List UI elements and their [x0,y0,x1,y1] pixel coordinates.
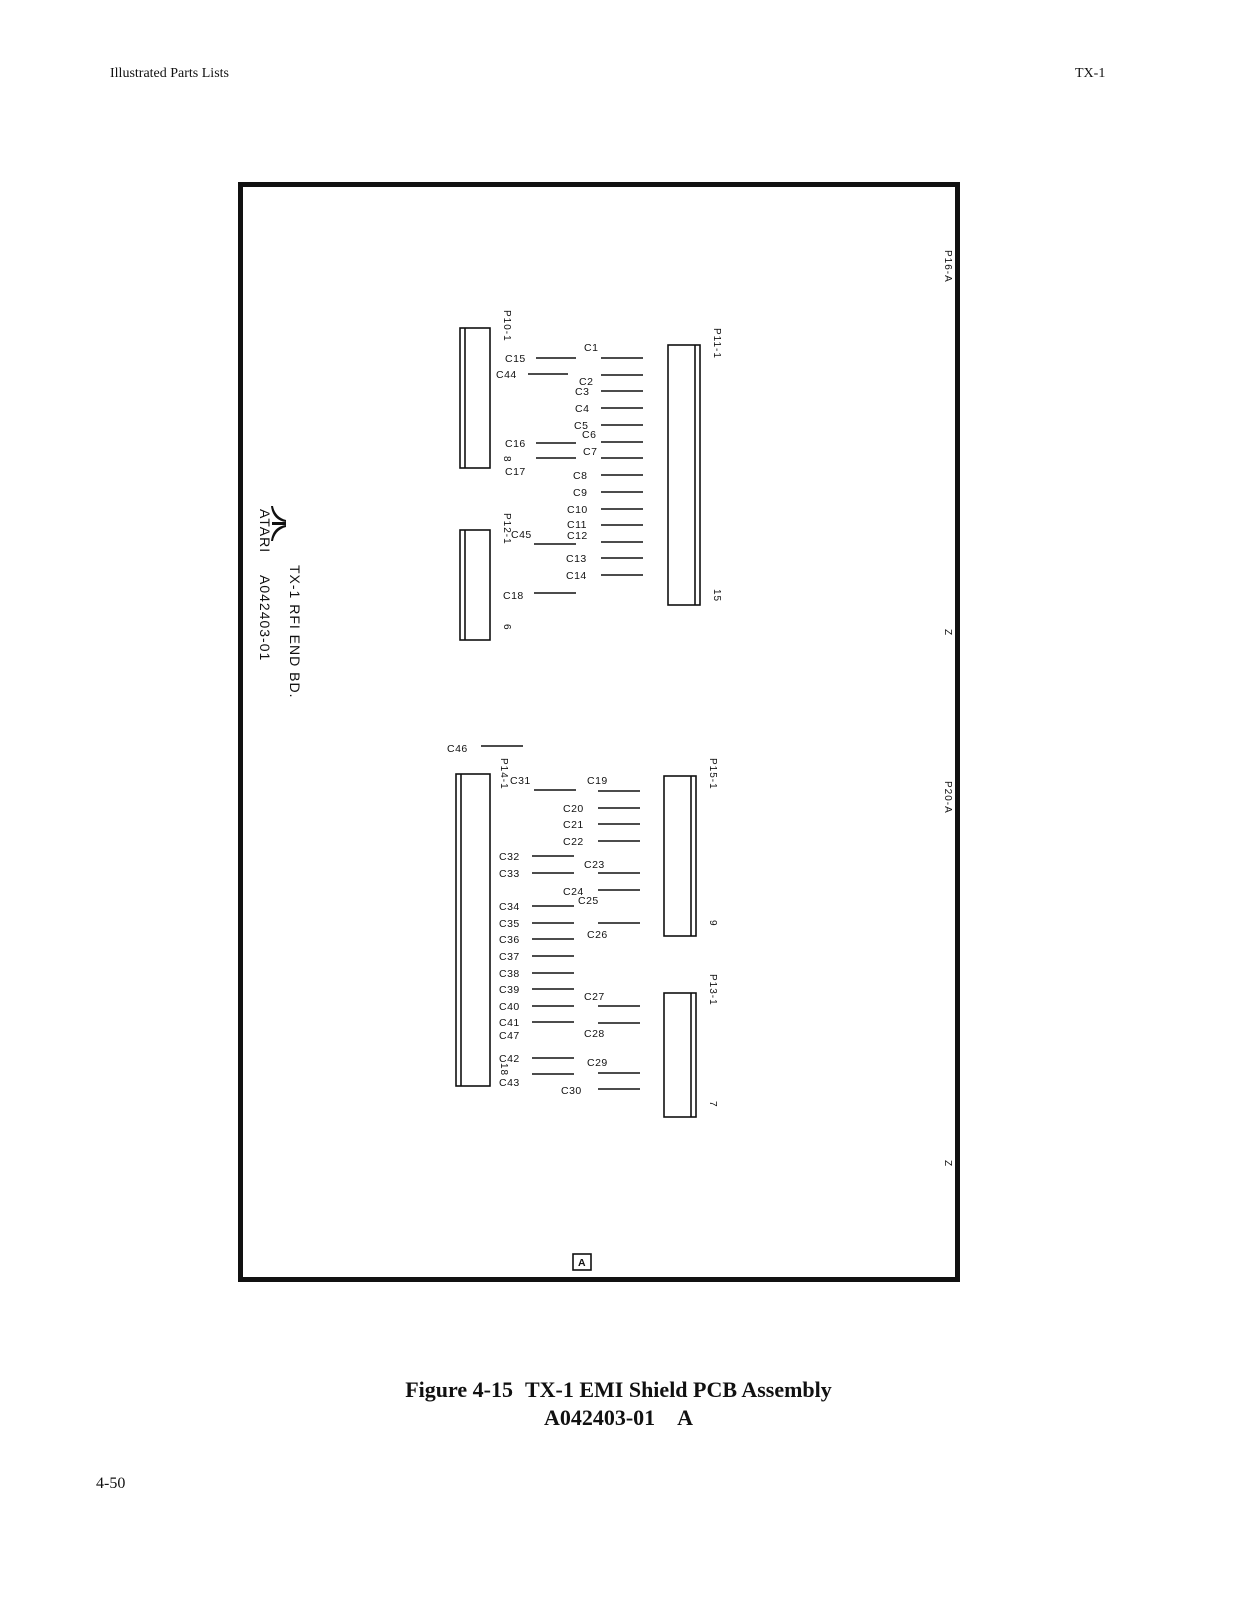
cap-label: C38 [499,968,520,980]
pin-number: 6 [501,624,512,631]
cap-label: C15 [505,353,526,365]
board-part-number: A042403-01 [257,575,273,662]
running-header-right: TX-1 [1075,66,1106,81]
cap-label: C24 [563,886,584,898]
cap-label: C37 [499,951,520,963]
cap-label: C20 [563,803,584,815]
edge-label: Z [942,1160,953,1168]
cap-label: C19 [587,775,608,787]
figure-revision: A [677,1405,694,1430]
pin-number: 7 [707,1101,718,1108]
cap-label: C47 [499,1030,520,1042]
figure-title: TX-1 EMI Shield PCB Assembly [524,1377,832,1402]
figure-caption [0,1376,1237,1432]
cap-label: C31 [510,775,531,787]
cap-label: C35 [499,918,520,930]
connector-p15 [664,776,696,936]
connector-ref: P12-1 [501,513,512,545]
cap-label: C10 [567,504,588,516]
connector-ref: P14-1 [498,758,509,790]
cap-label: C2 [579,376,594,388]
logo-wordmark: ATARI [257,509,273,554]
connector-p13 [664,993,696,1117]
pin-number: 9 [707,920,718,927]
cap-label: C3 [575,386,590,398]
cap-label: C9 [573,487,588,499]
cap-label: C32 [499,851,520,863]
cap-label: C12 [567,530,588,542]
cap-label: C40 [499,1001,520,1013]
pin-number: 15 [711,589,722,603]
connector-ref: P13-1 [707,974,718,1006]
caption-line-2 [0,1404,1237,1432]
pin-number: 8 [501,456,512,463]
cap-label: C25 [578,895,599,907]
cap-label: C41 [499,1017,520,1029]
connector-p14 [456,774,490,1086]
cap-label: C7 [583,446,598,458]
pin-number: 18 [498,1063,509,1077]
caption-line-1 [0,1376,1237,1404]
cap-label: C17 [505,466,526,478]
board-name: TX-1 RFI END BD. [287,565,303,699]
cap-label: C1 [584,342,599,354]
connector-p11 [668,345,700,605]
revision-box [573,1254,591,1270]
edge-label: Z [942,629,953,637]
cap-label: C18 [503,590,524,602]
connector-ref: P10-1 [501,310,512,342]
cap-label: C21 [563,819,584,831]
connector-p12 [460,530,490,640]
cap-label: C6 [582,429,597,441]
cap-label: C33 [499,868,520,880]
cap-label: C4 [575,403,590,415]
cap-label: C46 [447,743,468,755]
connector-p10 [460,328,490,468]
cap-label: C34 [499,901,520,913]
cap-label: C22 [563,836,584,848]
cap-label: C26 [587,929,608,941]
edge-label: P20-A [942,781,953,814]
cap-label: C8 [573,470,588,482]
cap-label: C39 [499,984,520,996]
cap-label: C43 [499,1077,520,1089]
connector-ref: P15-1 [707,758,718,790]
cap-label: C16 [505,438,526,450]
cap-label: C14 [566,570,587,582]
cap-label: C29 [587,1057,608,1069]
figure-number: Figure 4-15 [405,1377,513,1402]
page-number: 4-50 [96,1475,126,1492]
cap-label: C13 [566,553,587,565]
cap-label: C30 [561,1085,582,1097]
cap-label: C44 [496,369,517,381]
pcb-board-outline [238,182,960,1282]
cap-label: C11 [567,519,587,531]
cap-label: C36 [499,934,520,946]
running-header-left: Illustrated Parts Lists [110,66,229,81]
figure-part-number: A042403-01 [543,1405,656,1430]
edge-label: P16-A [942,250,953,283]
connector-ref: P11-1 [711,328,722,359]
cap-label: C5 [574,420,589,432]
cap-label: C27 [584,991,605,1003]
pcb-drawing [243,187,955,1277]
cap-label: C23 [584,859,605,871]
cap-label: C28 [584,1028,605,1040]
cap-label: C42 [499,1053,520,1065]
revision-letter: A [577,1257,587,1269]
cap-label: C45 [511,529,532,541]
